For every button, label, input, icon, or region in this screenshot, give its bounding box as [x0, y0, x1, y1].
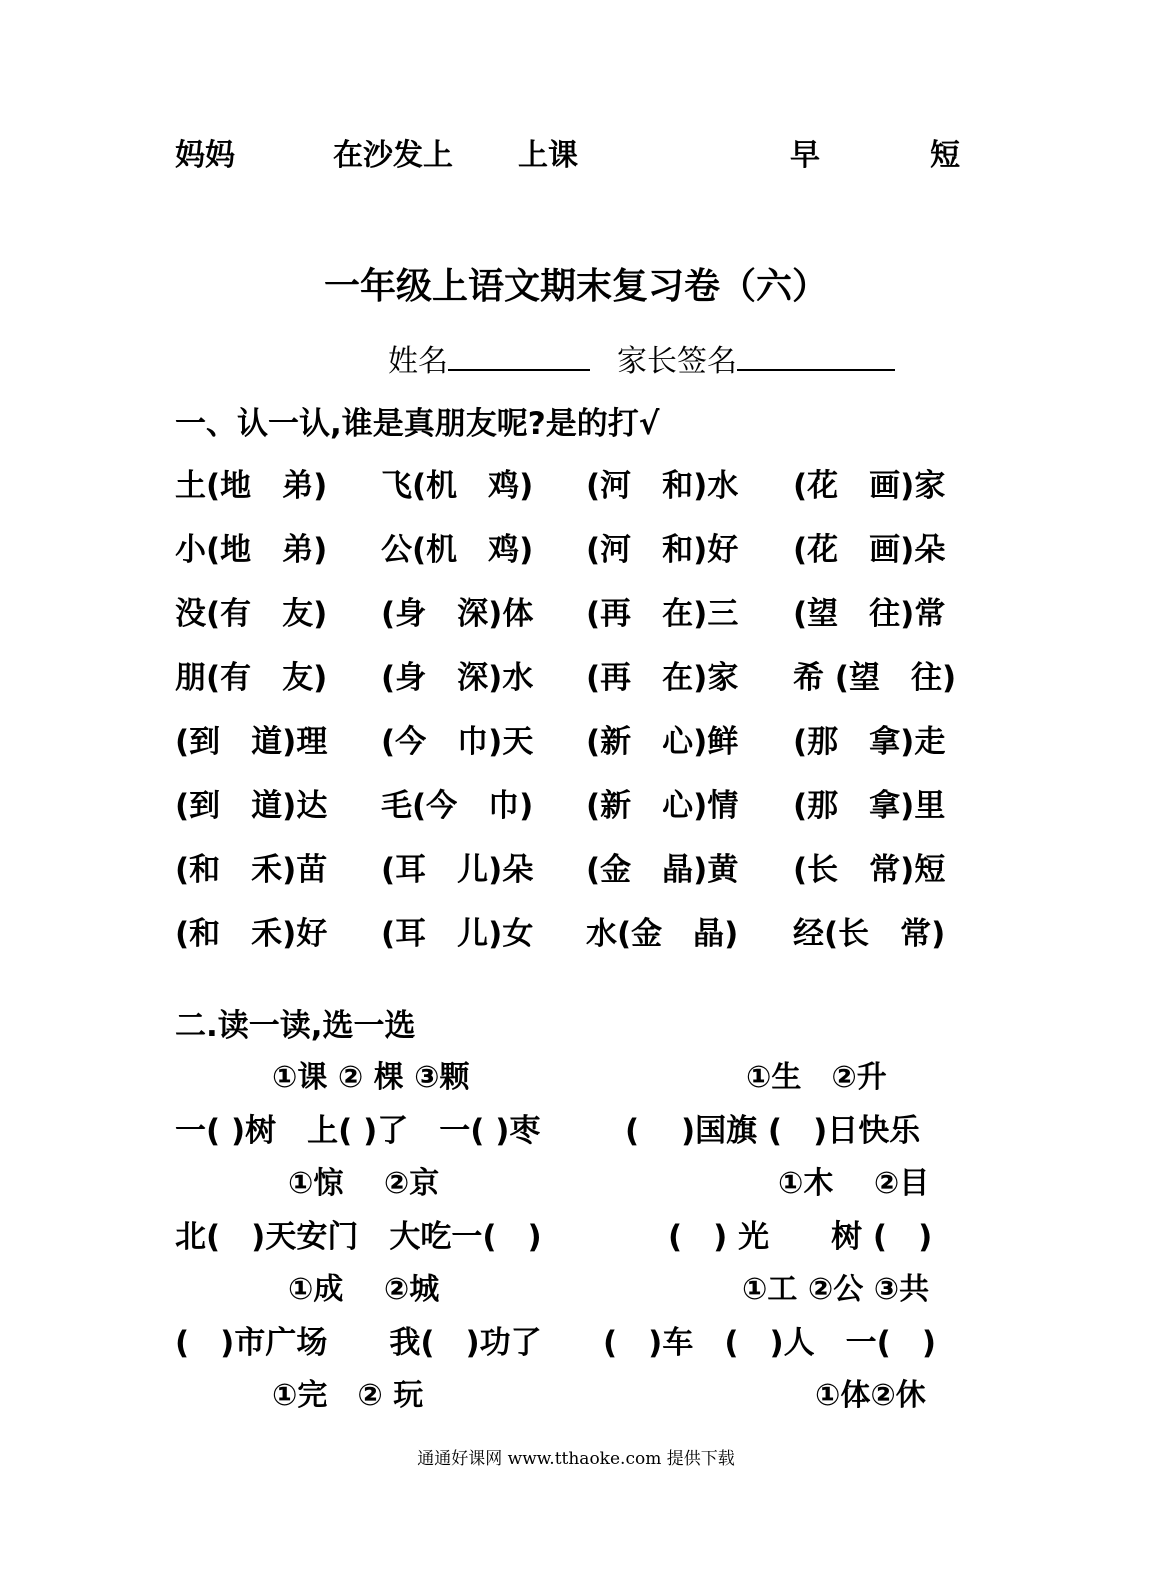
top-word-4: 早: [790, 138, 820, 173]
s1-cell: 希 (望 往): [793, 660, 957, 696]
s2-options-left: ①课 ② 棵 ③颗: [272, 1060, 470, 1095]
s1-cell: (身 深)水: [381, 660, 534, 696]
name-field: [388, 336, 590, 380]
s1-cell: (和 禾)苗: [175, 852, 328, 888]
top-word-5: 短: [930, 138, 960, 173]
s2-options-left: ①成 ②城: [288, 1272, 440, 1307]
s2-options-left: ①惊 ②京: [288, 1166, 440, 1201]
s1-cell: (身 深)体: [381, 596, 534, 632]
page-title: 一年级上语文期末复习卷（六）: [323, 266, 828, 307]
parent-sign-field: [617, 336, 895, 380]
s1-cell: (到 道)达: [175, 788, 328, 824]
s1-cell: (今 巾)天: [381, 724, 534, 760]
s1-cell: (再 在)三: [586, 596, 739, 632]
s1-cell: 飞(机 鸡): [381, 468, 534, 504]
s1-cell: 毛(今 巾): [381, 788, 534, 824]
s1-cell: 土(地 弟): [175, 468, 328, 504]
parent-sign-line: [737, 341, 895, 371]
s1-cell: 小(地 弟): [175, 532, 328, 568]
s2-items-left: ( )市广场 我( )功了: [175, 1325, 542, 1361]
s2-options-right: ①生 ②升: [746, 1060, 887, 1095]
s1-cell: (耳 儿)朵: [381, 852, 534, 888]
s1-cell: (那 拿)里: [793, 788, 946, 824]
s2-options-right: ①木 ②目: [778, 1166, 930, 1201]
s2-items-right: ( ) 光 树 ( ): [668, 1219, 933, 1255]
s2-items-left: 北( )天安门 大吃一( ): [175, 1219, 542, 1255]
s2-items-right: ( )国旗 ( )日快乐: [625, 1113, 921, 1149]
s1-cell: (花 画)朵: [793, 532, 946, 568]
s1-cell: (再 在)家: [586, 660, 739, 696]
s1-cell: 没(有 友): [175, 596, 328, 632]
s1-cell: (河 和)好: [586, 532, 739, 568]
name-line: [448, 341, 590, 371]
top-word-3: 上课: [518, 138, 578, 173]
s1-cell: (到 道)理: [175, 724, 328, 760]
s1-cell: (那 拿)走: [793, 724, 946, 760]
s1-cell: (新 心)情: [586, 788, 739, 824]
s2-options-right: ①体②休: [815, 1378, 926, 1413]
s2-items-right: ( )车 ( )人 一( ): [603, 1325, 937, 1361]
s1-cell: (河 和)水: [586, 468, 739, 504]
section1-heading: 一、认一认,谁是真朋友呢?是的打√: [175, 406, 660, 442]
s1-cell: 公(机 鸡): [381, 532, 534, 568]
footer-credit: 通通好课网 www.tthaoke.com 提供下载: [417, 1449, 735, 1469]
s1-cell: (新 心)鲜: [586, 724, 739, 760]
s1-cell: 水(金 晶): [586, 916, 739, 952]
s1-cell: 经(长 常): [793, 916, 946, 952]
s1-cell: (花 画)家: [793, 468, 946, 504]
section2-heading: 二.读一读,选一选: [175, 1008, 416, 1044]
s1-cell: (望 往)常: [793, 596, 946, 632]
s2-options-right: ①工 ②公 ③共: [742, 1272, 930, 1307]
top-word-1: 妈妈: [175, 138, 235, 173]
s2-options-left: ①完 ② 玩: [272, 1378, 424, 1413]
s2-items-left: 一( )树 上( )了 一( )枣: [175, 1113, 541, 1149]
s1-cell: (长 常)短: [793, 852, 946, 888]
s1-cell: (耳 儿)女: [381, 916, 534, 952]
s1-cell: (金 晶)黄: [586, 852, 739, 888]
s1-cell: 朋(有 友): [175, 660, 328, 696]
top-word-2: 在沙发上: [333, 138, 453, 173]
name-label: 姓名: [388, 344, 448, 379]
s1-cell: (和 禾)好: [175, 916, 328, 952]
parent-sign-label: 家长签名: [617, 344, 737, 379]
